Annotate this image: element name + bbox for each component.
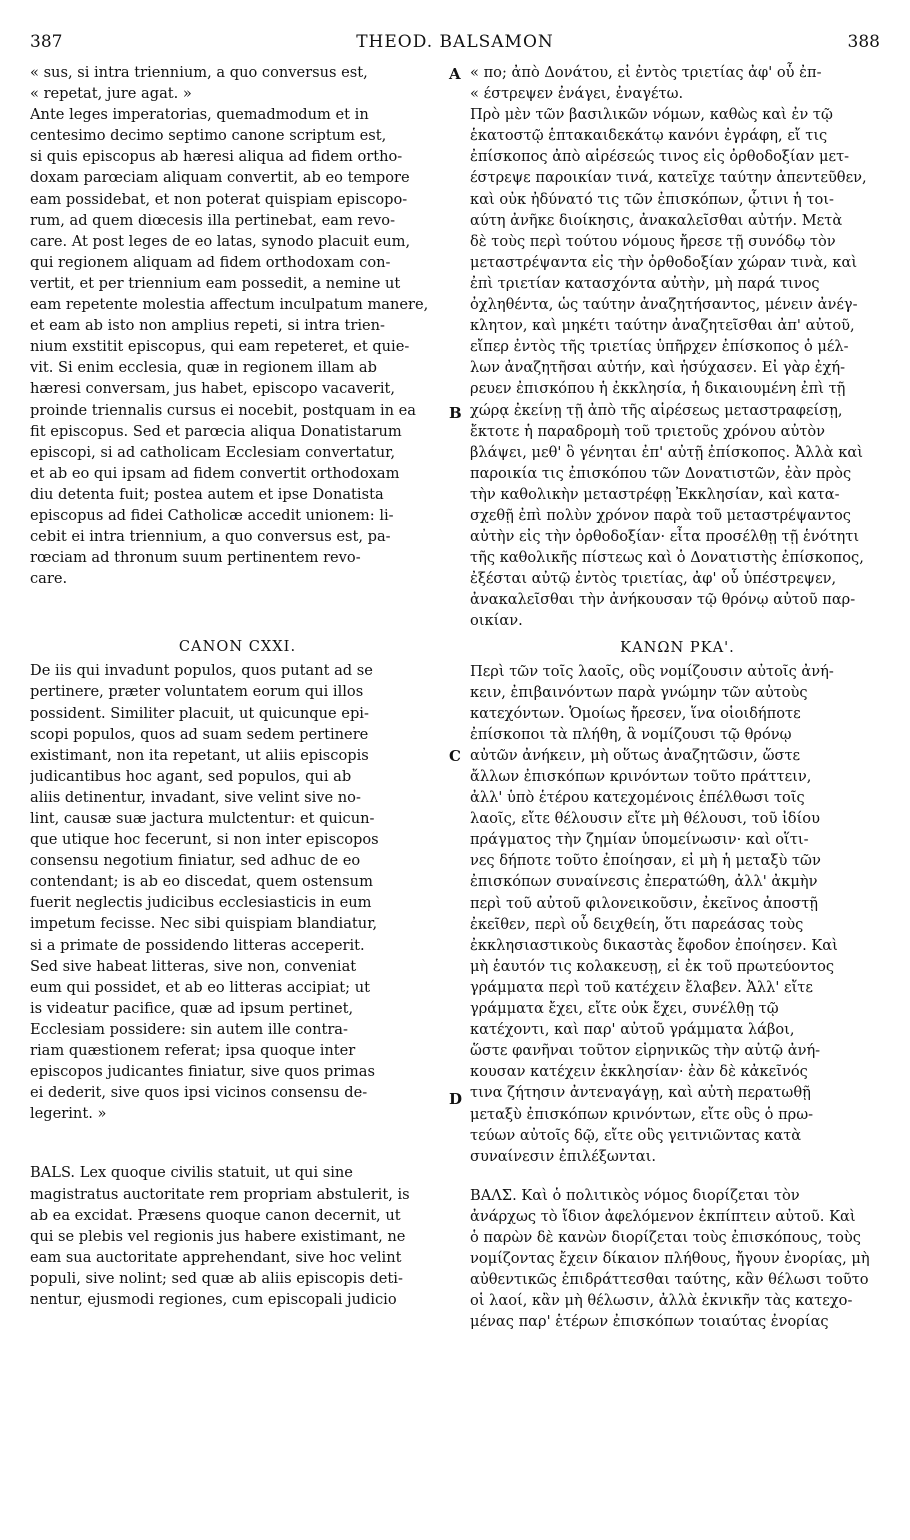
text-line: BALS. Lex quoque civilis statuit, ut qui sine	[30, 1164, 353, 1182]
text-line: νες δήποτε τοῦτο ἐποίησαν, εἰ μὴ ἡ μεταξὺ τῶν	[470, 852, 821, 870]
text-line: ἄλλων ἐπισκόπων κρινόντων τοῦτο πράττειν,	[470, 768, 812, 785]
text-line: ἐκεῖθεν, περὶ οὗ δειχθείη, ὅτι παρεάσας τοὺς	[470, 915, 804, 933]
text-line: ἀνακαλεῖσθαι τὴν ἀνήκουσαν τῷ θρόνῳ αὐτοῦ παρ-	[470, 591, 856, 609]
text-line: episcopus ad fidei Catholicæ accedit unionem: li-	[30, 506, 394, 524]
greek-intro	[470, 62, 885, 104]
text-line: καὶ οὐκ ἠδύνατό τις τῶν ἐπισκόπων, ᾧτινι ἡ τοι-	[470, 190, 834, 208]
text-line: episcopos judicantes finiatur, sive quos primas	[30, 1063, 375, 1081]
text-line: magistratus auctoritate rem propriam abstulerit, is	[30, 1185, 410, 1203]
text-line: ἀνάρχως τὸ ἴδιον ἀφελόμενον ἐκπίπτειν αὐτοῦ. Καὶ	[470, 1207, 856, 1225]
text-line: pertinere, præter voluntatem eorum qui illos	[30, 683, 364, 701]
text-line: fuerit neglectis judicibus ecclesiasticis in eum	[30, 894, 372, 912]
text-line: « sus, si intra triennium, a quo conversus est,	[30, 64, 368, 81]
text-line: nentur, ejusmodi regiones, cum episcopali judicio	[30, 1290, 397, 1308]
text-line: centesimo decimo septimo canone scriptum est,	[30, 127, 387, 145]
text-line: ὀχληθέντα, ὡς ταύτην ἀναζητήσαντος, μένειν ἀνέγ-	[470, 296, 858, 314]
text-line: κλητον, καὶ μηκέτι ταύτην ἀναζητεῖσθαι ἀπ' αὐτοῦ,	[470, 317, 855, 335]
text-line: αὐτὴν εἰς τὴν ὀρθοδοξίαν· εἶτα προσέλθῃ τῇ ἑνότητι	[470, 528, 860, 546]
text-line: κειν, ἐπιβαινόντων παρὰ γνώμην τῶν αὐτοὺς	[470, 683, 808, 701]
text-line: doxam parœciam aliquam convertit, ab eo tempore	[30, 169, 410, 187]
text-line: τεύων αὐτοῖς δῷ, εἴτε οὓς γειτνιῶντας κατὰ	[470, 1126, 802, 1144]
text-line: riam quæstionem referat; ipsa quoque inter	[30, 1042, 356, 1060]
text-line: care.	[30, 570, 68, 588]
text-line: ἐπίσκοπος ἀπὸ αἱρέσεώς τινος εἰς ὀρθοδοξίαν μετ-	[470, 148, 850, 166]
text-line: eum qui possidet, et ab eo litteras accipiat; ut	[30, 978, 370, 996]
greek-column	[470, 62, 885, 1332]
text-line: populi, sive nolint; sed quæ ab aliis episcopis deti-	[30, 1269, 403, 1287]
text-line: ἀλλ' ὑπὸ ἑτέρου κατεχομένοις ἐπέλθωσι τοῖς	[470, 789, 805, 807]
text-line: cebit ei intra triennium, a quo conversus est, pa-	[30, 528, 391, 546]
text-line: eam possidebat, et non poterat quispiam episcopo-	[30, 190, 408, 208]
text-line: et ab eo qui ipsam ad fidem convertit orthodoxam	[30, 464, 400, 482]
text-line: γράμματα περὶ τοῦ κατέχειν ἔλαβεν. Ἀλλ' εἴτε	[470, 978, 813, 996]
text-line: πράγματος τὴν ζημίαν ὑπομείνωσιν· καὶ οἵτι-	[470, 831, 809, 849]
text-line: τῆς καθολικῆς πίστεως καὶ ὁ Δονατιστὴς ἐπίσκοπος,	[470, 549, 864, 567]
latin-bals-commentary	[30, 1162, 445, 1310]
text-line: κουσαν κατέχειν ἐκκλησίαν· ἐὰν δὲ κἀκεῖνός	[470, 1063, 808, 1081]
running-title: THEOD. BALSAMON	[356, 32, 554, 52]
text-line: εἴπερ ἐντὸς τῆς τριετίας ὑπῆρχεν ἐπίσκοπος ὁ μέλ-	[470, 338, 849, 356]
latin-intro	[30, 62, 445, 104]
latin-canon-text	[30, 660, 445, 1124]
page-number-right: 388	[847, 32, 880, 52]
text-line: possident. Similiter placuit, ut quicunque epi-	[30, 704, 369, 722]
greek-bals-commentary	[470, 1185, 885, 1333]
text-line: si quis episcopus ab hæresi aliqua ad fidem ortho-	[30, 148, 403, 166]
text-line: ἐπὶ τριετίαν κατασχόντα αὐτὴν, μὴ παρά τινος	[470, 274, 820, 292]
text-line: μὴ ἑαυτόν τις κολακευσῃ, εἰ ἐκ τοῦ πρωτεύοντος	[470, 957, 835, 975]
text-line: et eam ab isto non amplius repeti, si intra trien-	[30, 317, 385, 335]
margin-letter-b: B	[449, 404, 462, 422]
text-line: βλάψει, μεθ' ὃ γένηται ἐπ' αὐτῇ ἐπίσκοπος. Ἀλλὰ καὶ	[470, 443, 863, 461]
text-line: is videatur pacifice, quæ ad ipsum pertinet,	[30, 999, 354, 1017]
text-line: hæresi conversam, jus habet, episcopo vacaverit,	[30, 380, 396, 398]
text-line: χώρᾳ ἐκείνῃ τῇ ἀπὸ τῆς αἱρέσεως μεταστραφείσῃ,	[470, 401, 843, 419]
text-line: ΒΑΛΣ. Καὶ ὁ πολιτικὸς νόμος διορίζεται τὸν	[470, 1186, 800, 1204]
greek-canon-heading: ΚΑΝΩΝ ΡΚΑ'.	[620, 638, 735, 656]
text-line: περὶ τοῦ αὐτοῦ φιλονεικοῦσιν, ἐκεῖνος ἀποστῇ	[470, 894, 819, 912]
page-number-left: 387	[30, 32, 63, 52]
text-line: αὐτῶν ἀνήκειν, μὴ οὕτως ἀναζητῶσιν, ὥστε	[470, 746, 801, 764]
text-line: vit. Si enim ecclesia, quæ in regionem illam ab	[30, 359, 377, 377]
text-line: eam sua auctoritate apprehendant, sive hoc velint	[30, 1248, 402, 1266]
latin-column	[30, 62, 445, 1310]
text-line: έστρεψε παροικίαν τινά, κατεῖχε ταύτην ἀπεντεῦθεν,	[470, 169, 867, 187]
text-line: κατεχόντων. Ὁμοίως ἤρεσεν, ἵνα οἱοιδήποτε	[470, 704, 801, 722]
text-line: ἐπισκόπων συναίνεσις ἐπερατώθη, ἀλλ' ἀκμὴν	[470, 873, 818, 891]
text-line: Περὶ τῶν τοῖς λαοῖς, οὓς νομίζουσιν αὐτοῖς ἀνή-	[470, 662, 834, 680]
text-line: que utique hoc fecerunt, si non inter episcopos	[30, 831, 379, 849]
text-line: judicantibus hoc agant, sed populos, qui ab	[30, 767, 352, 785]
greek-paragraph-1	[470, 104, 885, 631]
text-line: scopi populos, quos ad suam sedem pertinere	[30, 725, 369, 743]
text-line: αύτη ἀνῆκε διοίκησις, ἀνακαλεῖσθαι αὐτήν. Μετὰ	[470, 211, 843, 229]
text-line: ἑκατοστῷ ἑπτακαιδεκάτῳ κανόνι ἐγράφη, εἴ τις	[470, 127, 828, 145]
text-line: παροικία τις ἐπισκόπου τῶν Δονατιστῶν, ἐὰν πρὸς	[470, 464, 852, 482]
greek-canon-text	[470, 661, 885, 1167]
latin-paragraph-1	[30, 104, 445, 589]
page-header	[30, 32, 880, 58]
text-line: rum, ad quem diœcesis illa pertinebat, eam revo-	[30, 211, 396, 229]
text-line: Ecclesiam possidere: sin autem ille contra-	[30, 1020, 348, 1038]
text-line: vertit, et per triennium eam possedit, a nemine ut	[30, 274, 401, 292]
text-line: ab ea excidat. Præsens quoque canon decernit, ut	[30, 1206, 401, 1224]
text-line: Ante leges imperatorias, quemadmodum et in	[30, 106, 369, 124]
text-line: si a primate de possidendo litteras acceperit.	[30, 936, 365, 954]
text-line: νομίζοντας ἔχειν δίκαιον πλήθους, ἤγουν ἐνορίας, μὴ	[470, 1250, 870, 1268]
text-line: ei dederit, sive quos ipsi vicinos consensu de-	[30, 1084, 368, 1102]
text-line: legerint. »	[30, 1105, 107, 1123]
text-line: γράμματα ἔχει, εἴτε οὐκ ἔχει, συνέλθῃ τῷ	[470, 1000, 779, 1018]
text-line: qui se plebis vel regionis jus habere existimant, ne	[30, 1227, 406, 1245]
text-line: proinde triennalis cursus ei nocebit, postquam in ea	[30, 401, 416, 419]
text-line: οικίαν.	[470, 612, 523, 630]
text-line: ἔκτοτε ἡ παραδρομὴ τοῦ τριετοῦς χρόνου αὐτὸν	[470, 422, 826, 440]
text-line: nium exstitit episcopus, qui eam repeteret, et quie-	[30, 338, 410, 356]
text-line: « έστρεψεν ἐνάγει, ἐναγέτω.	[470, 85, 684, 103]
text-line: μένας παρ' ἑτέρων ἐπισκόπων τοιαύτας ἐνορίας	[470, 1313, 829, 1331]
text-line: episcopi, si ad catholicam Ecclesiam convertatur,	[30, 443, 396, 461]
text-line: δὲ τοὺς περὶ τούτου νόμους ἤρεσε τῇ συνόδῳ τὸν	[470, 232, 836, 250]
text-line: Sed sive habeat litteras, sive non, conveniat	[30, 957, 357, 975]
text-line: μεταστρέψαντα εἰς τὴν ὀρθοδοξίαν χώραν τινὰ, καὶ	[470, 253, 858, 271]
text-line: « repetat, jure agat. »	[30, 85, 192, 103]
text-line: αὐθεντικῶς ἐπιδράττεσθαι ταύτης, κἂν θέλωσι τοῦτο	[470, 1271, 869, 1289]
text-line: ὥστε φανῆναι τοῦτον εἰρηνικῶς τὴν αὐτῷ ἀνή-	[470, 1042, 821, 1060]
latin-canon-heading: CANON CXXI.	[178, 638, 297, 656]
text-line: impetum fecisse. Nec sibi quispiam blandiatur,	[30, 915, 378, 933]
text-line: ρευεν ἐπισκόπου ἡ ἐκκλησία, ἡ δικαιουμένη ἐπὶ τῇ	[470, 380, 846, 398]
text-line: Πρὸ μὲν τῶν βασιλικῶν νόμων, καθὼς καὶ ἐν τῷ	[470, 106, 833, 124]
text-line: ἐκκλησιαστικοὺς δικαστὰς ἔφοδον ἐποίησεν. Καὶ	[470, 936, 838, 954]
text-line: οἱ λαοί, κἂν μὴ θέλωσιν, ἀλλὰ ἐκνικῆν τὰς κατεχο-	[470, 1292, 853, 1310]
text-line: existimant, non ita repetant, ut aliis episcopis	[30, 746, 369, 764]
text-line: λων ἀναζητῆσαι αὐτήν, καὶ ἡσύχασεν. Εἰ γὰρ ἐχή-	[470, 359, 846, 377]
margin-letter-c: C	[449, 747, 461, 765]
text-line: ἐξέσται αὐτῷ ἐντὸς τριετίας, ἀφ' οὗ ὑπέστρεψεν,	[470, 570, 837, 588]
text-line: consensu negotium finiatur, sed adhuc de eo	[30, 852, 361, 870]
text-line: κατέχοντι, καὶ παρ' αὐτοῦ γράμματα λάβοι,	[470, 1021, 795, 1039]
text-line: ἐπίσκοποι τὰ πλήθη, ἃ νομίζουσι τῷ θρόνῳ	[470, 725, 792, 743]
text-line: συναίνεσιν ἐπιλέξωνται.	[470, 1147, 656, 1165]
text-line: μεταξὺ ἐπισκόπων κρινόντων, εἴτε οὓς ὁ πρω-	[470, 1105, 814, 1123]
text-line: aliis detinentur, invadant, sive velint sive no-	[30, 788, 361, 806]
text-line: lint, causæ suæ jactura mulctentur: et quicun-	[30, 810, 375, 827]
margin-letter-d: D	[449, 1090, 463, 1108]
text-line: De iis qui invadunt populos, quos putant ad se	[30, 662, 373, 680]
text-line: « πο; ἀπὸ Δονάτου, εἰ ἐντὸς τριετίας ἀφ' οὗ ἐπ-	[470, 64, 822, 81]
text-line: τινα ζήτησιν ἀντεναγάγῃ, καὶ αὐτὴ περατωθῇ	[470, 1084, 811, 1102]
text-line: qui regionem aliquam ad fidem orthodoxam con-	[30, 253, 391, 271]
text-line: ὁ παρὼν δὲ κανὼν διορίζεται τοὺς ἐπισκόπους, τοὺς	[470, 1228, 861, 1246]
text-line: λαοῖς, εἴτε θέλουσιν εἴτε μὴ θέλουσι, τοῦ ἰδίου	[470, 810, 820, 828]
text-line: care. At post leges de eo latas, synodo placuit eum,	[30, 232, 411, 250]
text-line: τὴν καθολικὴν μεταστρέφῃ Ἐκκλησίαν, καὶ κατα-	[470, 485, 840, 503]
text-line: eam repetente molestia affectum inculpatum manere,	[30, 296, 429, 314]
text-line: σχεθῇ ἐπὶ πολὺν χρόνον παρὰ τοῦ μεταστρέψαντος	[470, 506, 851, 524]
text-line: contendant; is ab eo discedat, quem ostensum	[30, 873, 373, 891]
margin-letter-a: A	[449, 65, 461, 83]
text-line: rœciam ad thronum suum pertinentem revo-	[30, 549, 361, 567]
text-line: fit episcopus. Sed et parœcia aliqua Donatistarum	[30, 422, 402, 440]
text-line: diu detenta fuit; postea autem et ipse Donatista	[30, 485, 384, 503]
